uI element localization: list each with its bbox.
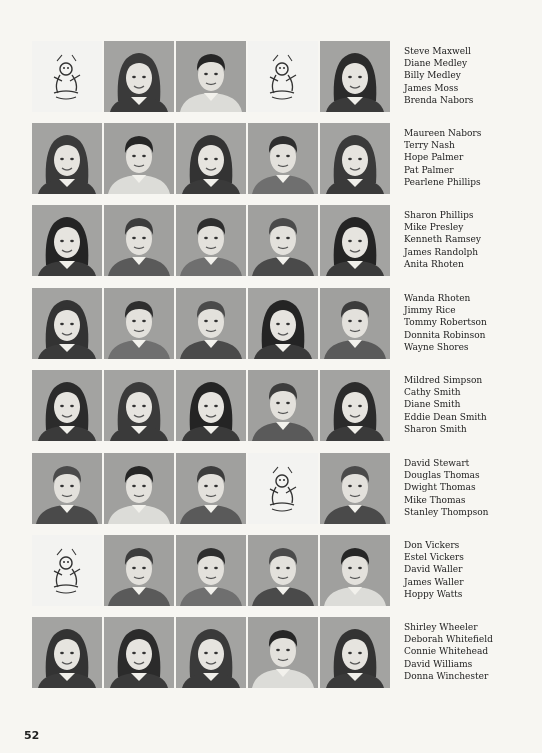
student-name: David Waller bbox=[404, 565, 463, 576]
portrait-image bbox=[104, 41, 174, 112]
no-photo-cartoon-icon bbox=[32, 535, 102, 606]
portrait-image bbox=[176, 205, 246, 276]
page-number: 52 bbox=[24, 729, 40, 742]
portrait-image bbox=[176, 535, 246, 606]
portrait-row bbox=[32, 370, 532, 441]
student-portrait bbox=[104, 205, 174, 276]
student-name: Jimmy Rice bbox=[404, 306, 456, 317]
student-name-list bbox=[404, 375, 534, 436]
no-photo-cartoon-icon bbox=[248, 453, 318, 524]
portrait-image bbox=[176, 123, 246, 194]
student-portrait bbox=[320, 123, 390, 194]
portrait-image bbox=[320, 617, 390, 688]
student-name: Deborah Whitefield bbox=[404, 635, 493, 646]
portrait-image bbox=[320, 205, 390, 276]
student-name: David Williams bbox=[404, 659, 473, 670]
student-name-list bbox=[404, 293, 534, 354]
student-portrait bbox=[176, 453, 246, 524]
student-portrait bbox=[104, 41, 174, 112]
student-portrait bbox=[320, 288, 390, 359]
student-portrait bbox=[320, 370, 390, 441]
student-portrait bbox=[104, 370, 174, 441]
student-portrait bbox=[104, 123, 174, 194]
student-name: Steve Maxwell bbox=[404, 47, 471, 57]
portrait-image bbox=[320, 288, 390, 359]
student-portrait bbox=[248, 617, 318, 688]
portrait-image bbox=[176, 41, 246, 112]
student-name: Don Vickers bbox=[404, 541, 460, 551]
portrait-image bbox=[176, 288, 246, 359]
student-portrait bbox=[32, 288, 102, 359]
portrait-image bbox=[320, 123, 390, 194]
student-portrait bbox=[104, 288, 174, 359]
student-portrait bbox=[320, 41, 390, 112]
student-name: Diane Medley bbox=[404, 59, 468, 70]
student-name: Douglas Thomas bbox=[404, 471, 480, 482]
no-photo-placeholder bbox=[248, 41, 318, 112]
portrait-image bbox=[32, 288, 102, 359]
portrait-image bbox=[176, 370, 246, 441]
portrait-image bbox=[104, 370, 174, 441]
student-name-list bbox=[404, 46, 534, 107]
no-photo-cartoon-icon bbox=[248, 41, 318, 112]
portrait-image bbox=[248, 617, 318, 688]
student-name: Anita Rhoten bbox=[404, 259, 464, 270]
student-portrait bbox=[248, 288, 318, 359]
student-name: Donnita Robinson bbox=[404, 330, 486, 341]
student-name: Estel Vickers bbox=[404, 553, 464, 564]
student-name: James Randolph bbox=[404, 247, 479, 258]
student-portrait bbox=[32, 123, 102, 194]
portrait-image bbox=[32, 205, 102, 276]
student-portrait bbox=[320, 617, 390, 688]
student-name-list bbox=[404, 210, 534, 271]
no-photo-placeholder bbox=[32, 41, 102, 112]
portrait-image bbox=[320, 370, 390, 441]
student-name: Brenda Nabors bbox=[404, 95, 474, 106]
student-portrait bbox=[248, 123, 318, 194]
student-portrait bbox=[176, 288, 246, 359]
portrait-image bbox=[104, 535, 174, 606]
portrait-image bbox=[32, 123, 102, 194]
student-portrait bbox=[176, 370, 246, 441]
portrait-image bbox=[248, 535, 318, 606]
student-portrait bbox=[32, 370, 102, 441]
student-portrait bbox=[104, 617, 174, 688]
portrait-image bbox=[248, 205, 318, 276]
student-name: Dwight Thomas bbox=[404, 483, 476, 494]
student-name: Donna Winchester bbox=[404, 671, 489, 682]
student-name: Kenneth Ramsey bbox=[404, 235, 481, 246]
student-name: Sharon Phillips bbox=[404, 211, 474, 221]
portrait-row bbox=[32, 123, 532, 194]
student-name: James Moss bbox=[404, 83, 459, 94]
student-name: Mildred Simpson bbox=[404, 376, 483, 386]
student-name: Mike Presley bbox=[404, 223, 464, 234]
portrait-image bbox=[104, 617, 174, 688]
portrait-image bbox=[104, 205, 174, 276]
portrait-image bbox=[32, 370, 102, 441]
student-name-list bbox=[404, 458, 534, 519]
student-portrait bbox=[104, 535, 174, 606]
portrait-image bbox=[176, 453, 246, 524]
student-name: Billy Medley bbox=[404, 71, 461, 82]
student-name: Hoppy Watts bbox=[404, 589, 463, 600]
student-portrait bbox=[320, 205, 390, 276]
student-portrait bbox=[320, 453, 390, 524]
student-portrait bbox=[32, 453, 102, 524]
student-name: Hope Palmer bbox=[404, 153, 464, 164]
portrait-row bbox=[32, 205, 532, 276]
portrait-image bbox=[104, 453, 174, 524]
portrait-image bbox=[320, 535, 390, 606]
no-photo-placeholder bbox=[32, 535, 102, 606]
portrait-image bbox=[320, 41, 390, 112]
student-portrait bbox=[248, 370, 318, 441]
student-name: Wanda Rhoten bbox=[404, 294, 471, 304]
portrait-image bbox=[320, 453, 390, 524]
student-name: Shirley Wheeler bbox=[404, 623, 478, 633]
student-name: David Stewart bbox=[404, 459, 470, 469]
student-portrait bbox=[176, 205, 246, 276]
student-name-list bbox=[404, 128, 534, 189]
portrait-image bbox=[104, 123, 174, 194]
portrait-image bbox=[248, 370, 318, 441]
student-name: Mike Thomas bbox=[404, 495, 466, 506]
portrait-row bbox=[32, 617, 532, 688]
student-name: Eddie Dean Smith bbox=[404, 412, 487, 423]
student-name: Maureen Nabors bbox=[404, 129, 482, 139]
student-name-list bbox=[404, 540, 534, 601]
student-portrait bbox=[176, 123, 246, 194]
portrait-row bbox=[32, 41, 532, 112]
student-name: Diane Smith bbox=[404, 400, 461, 411]
student-portrait bbox=[32, 617, 102, 688]
student-portrait bbox=[248, 535, 318, 606]
student-name: Connie Whitehead bbox=[404, 647, 489, 658]
portrait-image bbox=[32, 453, 102, 524]
portrait-image bbox=[248, 123, 318, 194]
student-name: James Waller bbox=[404, 577, 464, 588]
portrait-row bbox=[32, 453, 532, 524]
portrait-image bbox=[32, 617, 102, 688]
student-portrait bbox=[176, 535, 246, 606]
student-portrait bbox=[32, 205, 102, 276]
student-portrait bbox=[104, 453, 174, 524]
no-photo-placeholder bbox=[248, 453, 318, 524]
student-name: Wayne Shores bbox=[404, 342, 469, 353]
student-portrait bbox=[248, 205, 318, 276]
portrait-image bbox=[248, 288, 318, 359]
portrait-image bbox=[104, 288, 174, 359]
portrait-row bbox=[32, 535, 532, 606]
student-name: Stanley Thompson bbox=[404, 507, 489, 518]
student-name: Tommy Robertson bbox=[404, 318, 487, 329]
student-name: Cathy Smith bbox=[404, 388, 461, 399]
student-portrait bbox=[320, 535, 390, 606]
student-portrait bbox=[176, 617, 246, 688]
student-name: Pat Palmer bbox=[404, 165, 454, 176]
student-name: Sharon Smith bbox=[404, 424, 467, 435]
no-photo-cartoon-icon bbox=[32, 41, 102, 112]
portrait-row bbox=[32, 288, 532, 359]
student-name: Pearlene Phillips bbox=[404, 177, 481, 188]
student-portrait bbox=[176, 41, 246, 112]
student-name-list bbox=[404, 622, 534, 683]
portrait-image bbox=[176, 617, 246, 688]
student-name: Terry Nash bbox=[404, 141, 455, 152]
